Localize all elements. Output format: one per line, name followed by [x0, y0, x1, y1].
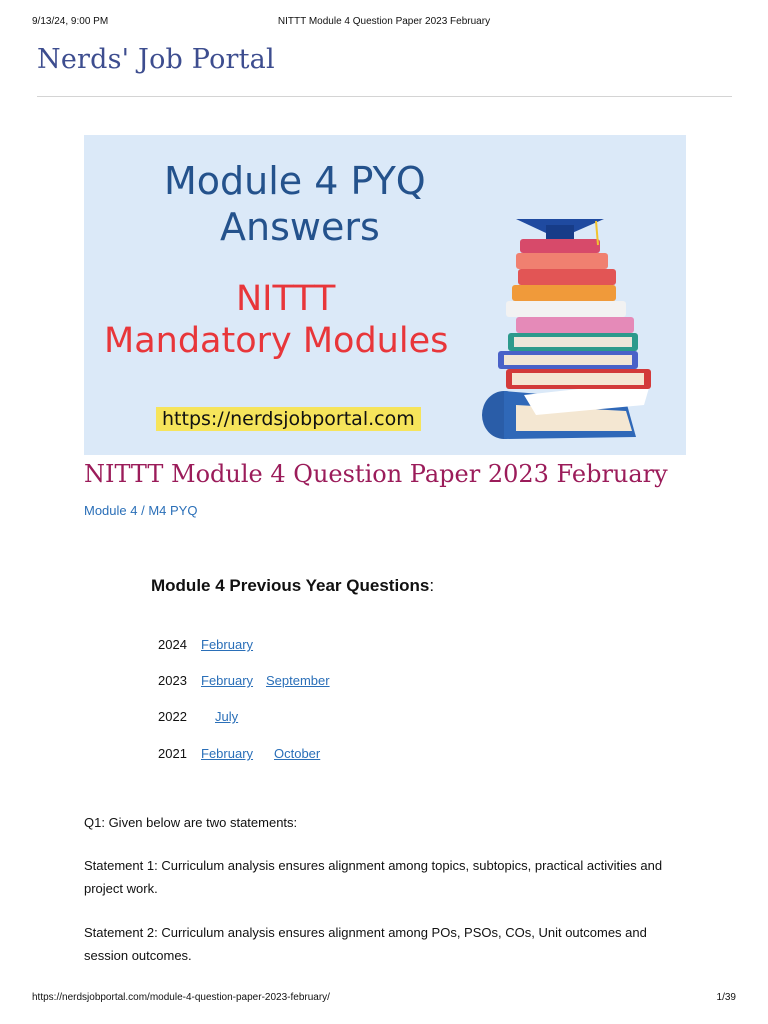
- books-with-cap-icon: [476, 205, 676, 455]
- print-header: [32, 16, 736, 30]
- banner-line-1: Module 4 PYQ: [164, 159, 426, 203]
- year-label: 2024: [158, 637, 187, 652]
- featured-banner-image: [84, 135, 686, 455]
- pyq-link-2022-july[interactable]: July: [215, 709, 239, 724]
- breadcrumb-subcategory-link[interactable]: M4 PYQ: [148, 503, 198, 518]
- pyq-heading: [151, 576, 434, 596]
- pyq-link-2021-february[interactable]: February: [201, 746, 254, 761]
- print-page-number: 1/39: [716, 992, 736, 1003]
- banner-line-3: NITTT: [236, 279, 336, 319]
- pyq-link-2023-september[interactable]: September: [266, 673, 330, 688]
- breadcrumb: [84, 503, 197, 518]
- year-label: 2023: [158, 673, 187, 688]
- question-1-statement-1: Statement 1: Curriculum analysis ensures alignment among topics, subtopics, practical activities and project work.: [84, 858, 663, 896]
- pyq-link-2024-february[interactable]: February: [201, 637, 254, 652]
- breadcrumb-separator: /: [137, 503, 149, 518]
- breadcrumb-category-link[interactable]: Module 4: [84, 503, 138, 518]
- pyq-heading-colon: :: [429, 576, 435, 595]
- site-title-link[interactable]: Nerds' Job Portal: [37, 44, 275, 75]
- print-footer: [32, 992, 736, 1006]
- print-datetime: 9/13/24, 9:00 PM: [32, 16, 109, 27]
- banner-line-2: Answers: [220, 205, 380, 249]
- banner-line-4: Mandatory Modules: [104, 321, 449, 361]
- header-divider: [37, 96, 732, 97]
- print-footer-url: https://nerdsjobportal.com/module-4-question-paper-2023-february/: [32, 992, 330, 1003]
- banner-url: https://nerdsjobportal.com: [156, 407, 421, 431]
- year-label: 2022: [158, 709, 187, 724]
- print-doc-title: NITTT Module 4 Question Paper 2023 February: [277, 16, 491, 27]
- question-1-statement-2: Statement 2: Curriculum analysis ensures alignment among POs, PSOs, COs, Unit outcomes and session outcomes.: [84, 925, 647, 963]
- pyq-link-2023-february[interactable]: February: [201, 673, 254, 688]
- pyq-heading-text: Module 4 Previous Year Questions: [151, 576, 430, 595]
- post-title: NITTT Module 4 Question Paper 2023 February: [84, 460, 668, 488]
- year-label: 2021: [158, 746, 187, 761]
- pyq-link-2021-october[interactable]: October: [274, 746, 321, 761]
- question-1-intro: Q1: Given below are two statements:: [84, 815, 298, 830]
